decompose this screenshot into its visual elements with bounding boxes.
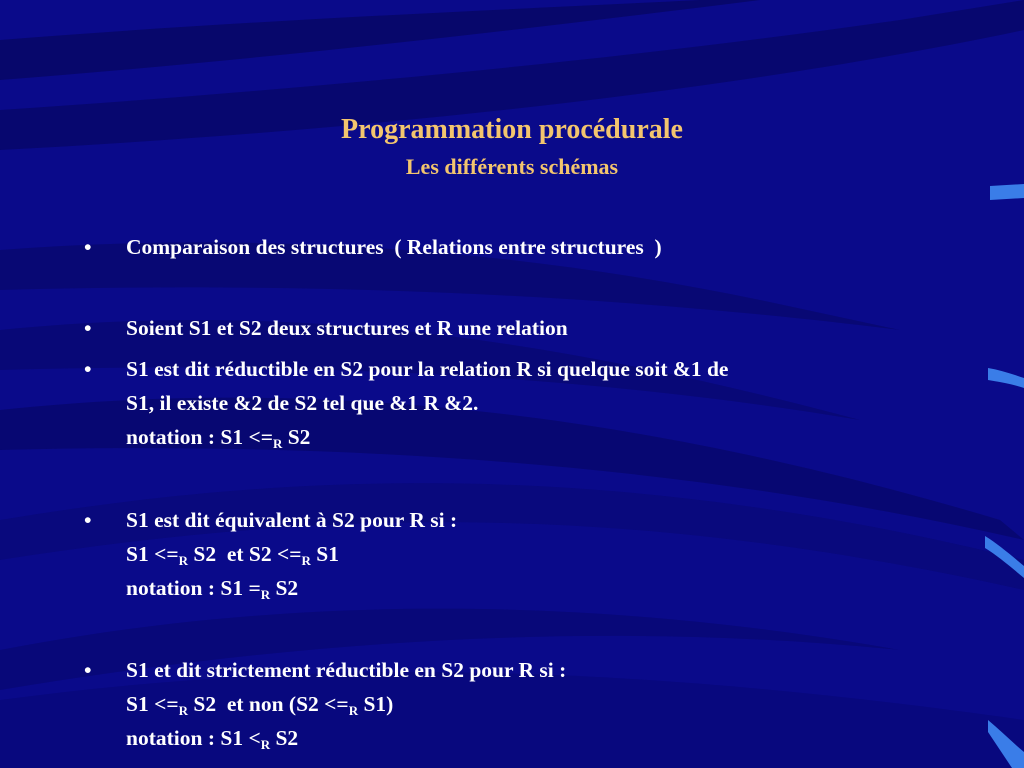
bullet-marker: • (84, 658, 92, 682)
bullet-text (126, 311, 946, 345)
notation-line: notation : $S1 <_R$ S2 (126, 726, 299, 752)
slide-subtitle: Les différents schémas (405, 154, 619, 179)
bullet-text (126, 653, 946, 755)
relation-line: $S1 <=_R$ S2 et non ($S2 <=_R$ S1) (126, 692, 394, 718)
bullet-line: S1 et dit strictement réductible en S2 pour R si : (126, 658, 567, 682)
bullet-text (126, 352, 946, 454)
bullet-line: Comparaison des structures ( Relations entre structures ) (126, 235, 662, 259)
bullet-line: S1 est dit équivalent à S2 pour R si : (126, 508, 458, 532)
bullet-marker: • (84, 316, 92, 340)
bullet-line: S1 est dit réductible en S2 pour la relation R si quelque soit &1 de (126, 357, 729, 381)
slide-title: Programmation procédurale (341, 114, 683, 145)
bullet-marker: • (84, 508, 92, 532)
bullet-text (126, 230, 946, 264)
bullet-line: Soient S1 et S2 deux structures et R une relation (126, 316, 568, 340)
bullet-marker: • (84, 357, 92, 381)
notation-line: notation : $S1 =_R$ S2 (126, 576, 299, 602)
title-block (0, 112, 1024, 182)
bullet-marker: • (84, 235, 92, 259)
bullet-line: S1, il existe &2 de S2 tel que &1 R &2. (126, 391, 479, 415)
relation-line: $S1 <=_R$ S2 et $S2 <=_R$ S1 (126, 542, 339, 568)
notation-line: notation : $S1 <=_R$ S2 (126, 425, 311, 451)
bullet-text (126, 503, 946, 605)
